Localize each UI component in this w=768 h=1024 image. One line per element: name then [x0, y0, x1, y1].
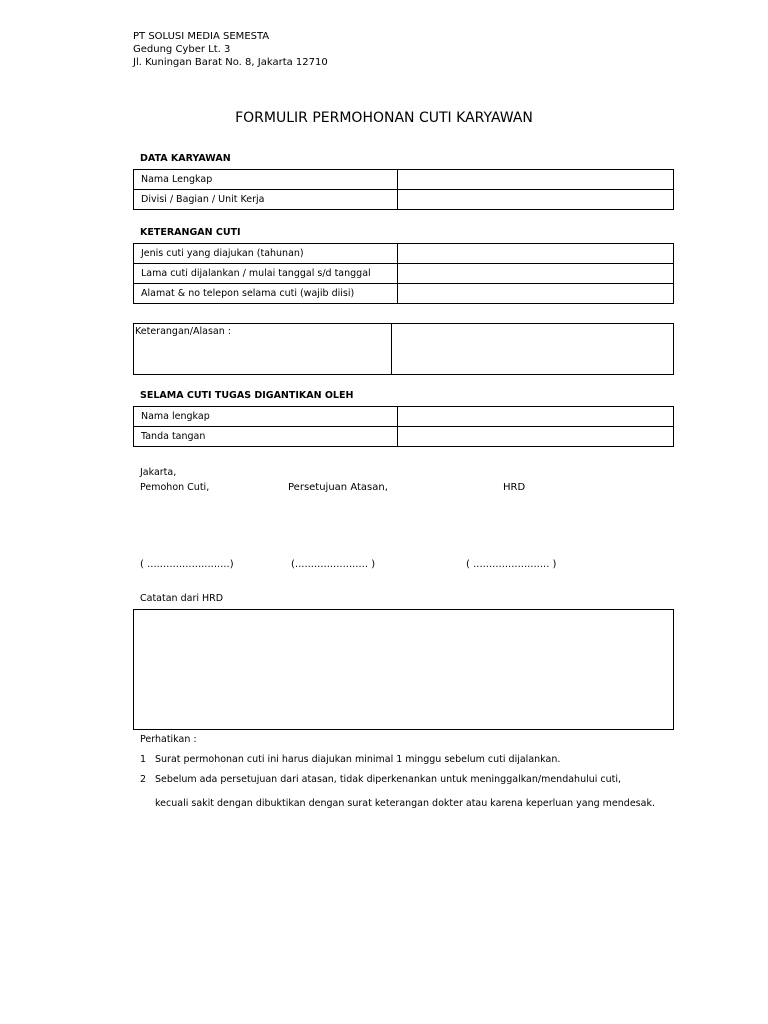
- note-item-1-text: Surat permohonan cuti ini harus diajukan minimal 1 minggu sebelum cuti dijalankan.: [155, 754, 561, 765]
- form-title: FORMULIR PERMOHONAN CUTI KARYAWAN: [235, 110, 533, 126]
- note-item-2-number: 2: [140, 774, 147, 785]
- jenis-cuti-field[interactable]: [398, 244, 674, 264]
- alamat-field[interactable]: [398, 284, 674, 304]
- alamat-label: Alamat & no telepon selama cuti (wajib diisi): [134, 284, 398, 304]
- notes-title: Perhatikan :: [140, 734, 197, 745]
- company-name: PT SOLUSI MEDIA SEMESTA: [133, 31, 270, 42]
- note-item-2-continuation: kecuali sakit dengan dibuktikan dengan surat keterangan dokter atau karena keperluan yang mendesak.: [155, 798, 655, 809]
- divisi-label: Divisi / Bagian / Unit Kerja: [134, 190, 398, 210]
- table-row: [134, 324, 674, 375]
- note-item-2-text: Sebelum ada persetujuan dari atasan, tidak diperkenankan untuk meninggalkan/mendahului cuti,: [155, 774, 622, 785]
- alasan-table: [133, 323, 674, 375]
- table-row: [134, 170, 674, 190]
- nama-lengkap-field[interactable]: [398, 170, 674, 190]
- company-header: [133, 30, 328, 69]
- signature-place: Jakarta,: [140, 467, 177, 478]
- lama-cuti-field[interactable]: [398, 264, 674, 284]
- catatan-hrd-box[interactable]: [133, 609, 674, 730]
- jenis-cuti-label: Jenis cuti yang diajukan (tahunan): [134, 244, 398, 264]
- pengganti-table: [133, 406, 674, 447]
- signature-pemohon-label: Pemohon Cuti,: [140, 482, 210, 493]
- pengganti-ttd-field[interactable]: [398, 427, 674, 447]
- table-row: [134, 407, 674, 427]
- table-row: [134, 244, 674, 264]
- lama-cuti-label: Lama cuti dijalankan / mulai tanggal s/d tanggal: [134, 264, 398, 284]
- table-row: [134, 190, 674, 210]
- nama-lengkap-label: Nama Lengkap: [134, 170, 398, 190]
- signature-atasan-line: (....................... ): [291, 559, 376, 570]
- note-item-1-number: 1: [140, 754, 147, 765]
- divisi-field[interactable]: [398, 190, 674, 210]
- catatan-hrd-label: Catatan dari HRD: [140, 593, 224, 604]
- signature-pemohon-line: ( ..........................): [140, 559, 234, 570]
- keterangan-cuti-table: [133, 243, 674, 304]
- table-row: [134, 284, 674, 304]
- signature-hrd-line: ( ........................ ): [466, 559, 557, 570]
- company-address: Jl. Kuningan Barat No. 8, Jakarta 12710: [133, 57, 328, 68]
- table-row: [134, 264, 674, 284]
- signature-hrd-label: HRD: [503, 482, 526, 493]
- signature-atasan-label: Persetujuan Atasan,: [288, 482, 388, 493]
- table-row: [134, 427, 674, 447]
- section-pengganti-title: SELAMA CUTI TUGAS DIGANTIKAN OLEH: [140, 390, 354, 401]
- section-data-karyawan-title: DATA KARYAWAN: [140, 153, 231, 164]
- pengganti-nama-field[interactable]: [398, 407, 674, 427]
- pengganti-nama-label: Nama lengkap: [134, 407, 398, 427]
- data-karyawan-table: [133, 169, 674, 210]
- alasan-field[interactable]: [392, 324, 674, 375]
- alasan-label: Keterangan/Alasan :: [134, 324, 392, 375]
- company-building: Gedung Cyber Lt. 3: [133, 44, 231, 55]
- section-keterangan-cuti-title: KETERANGAN CUTI: [140, 227, 241, 238]
- pengganti-ttd-label: Tanda tangan: [134, 427, 398, 447]
